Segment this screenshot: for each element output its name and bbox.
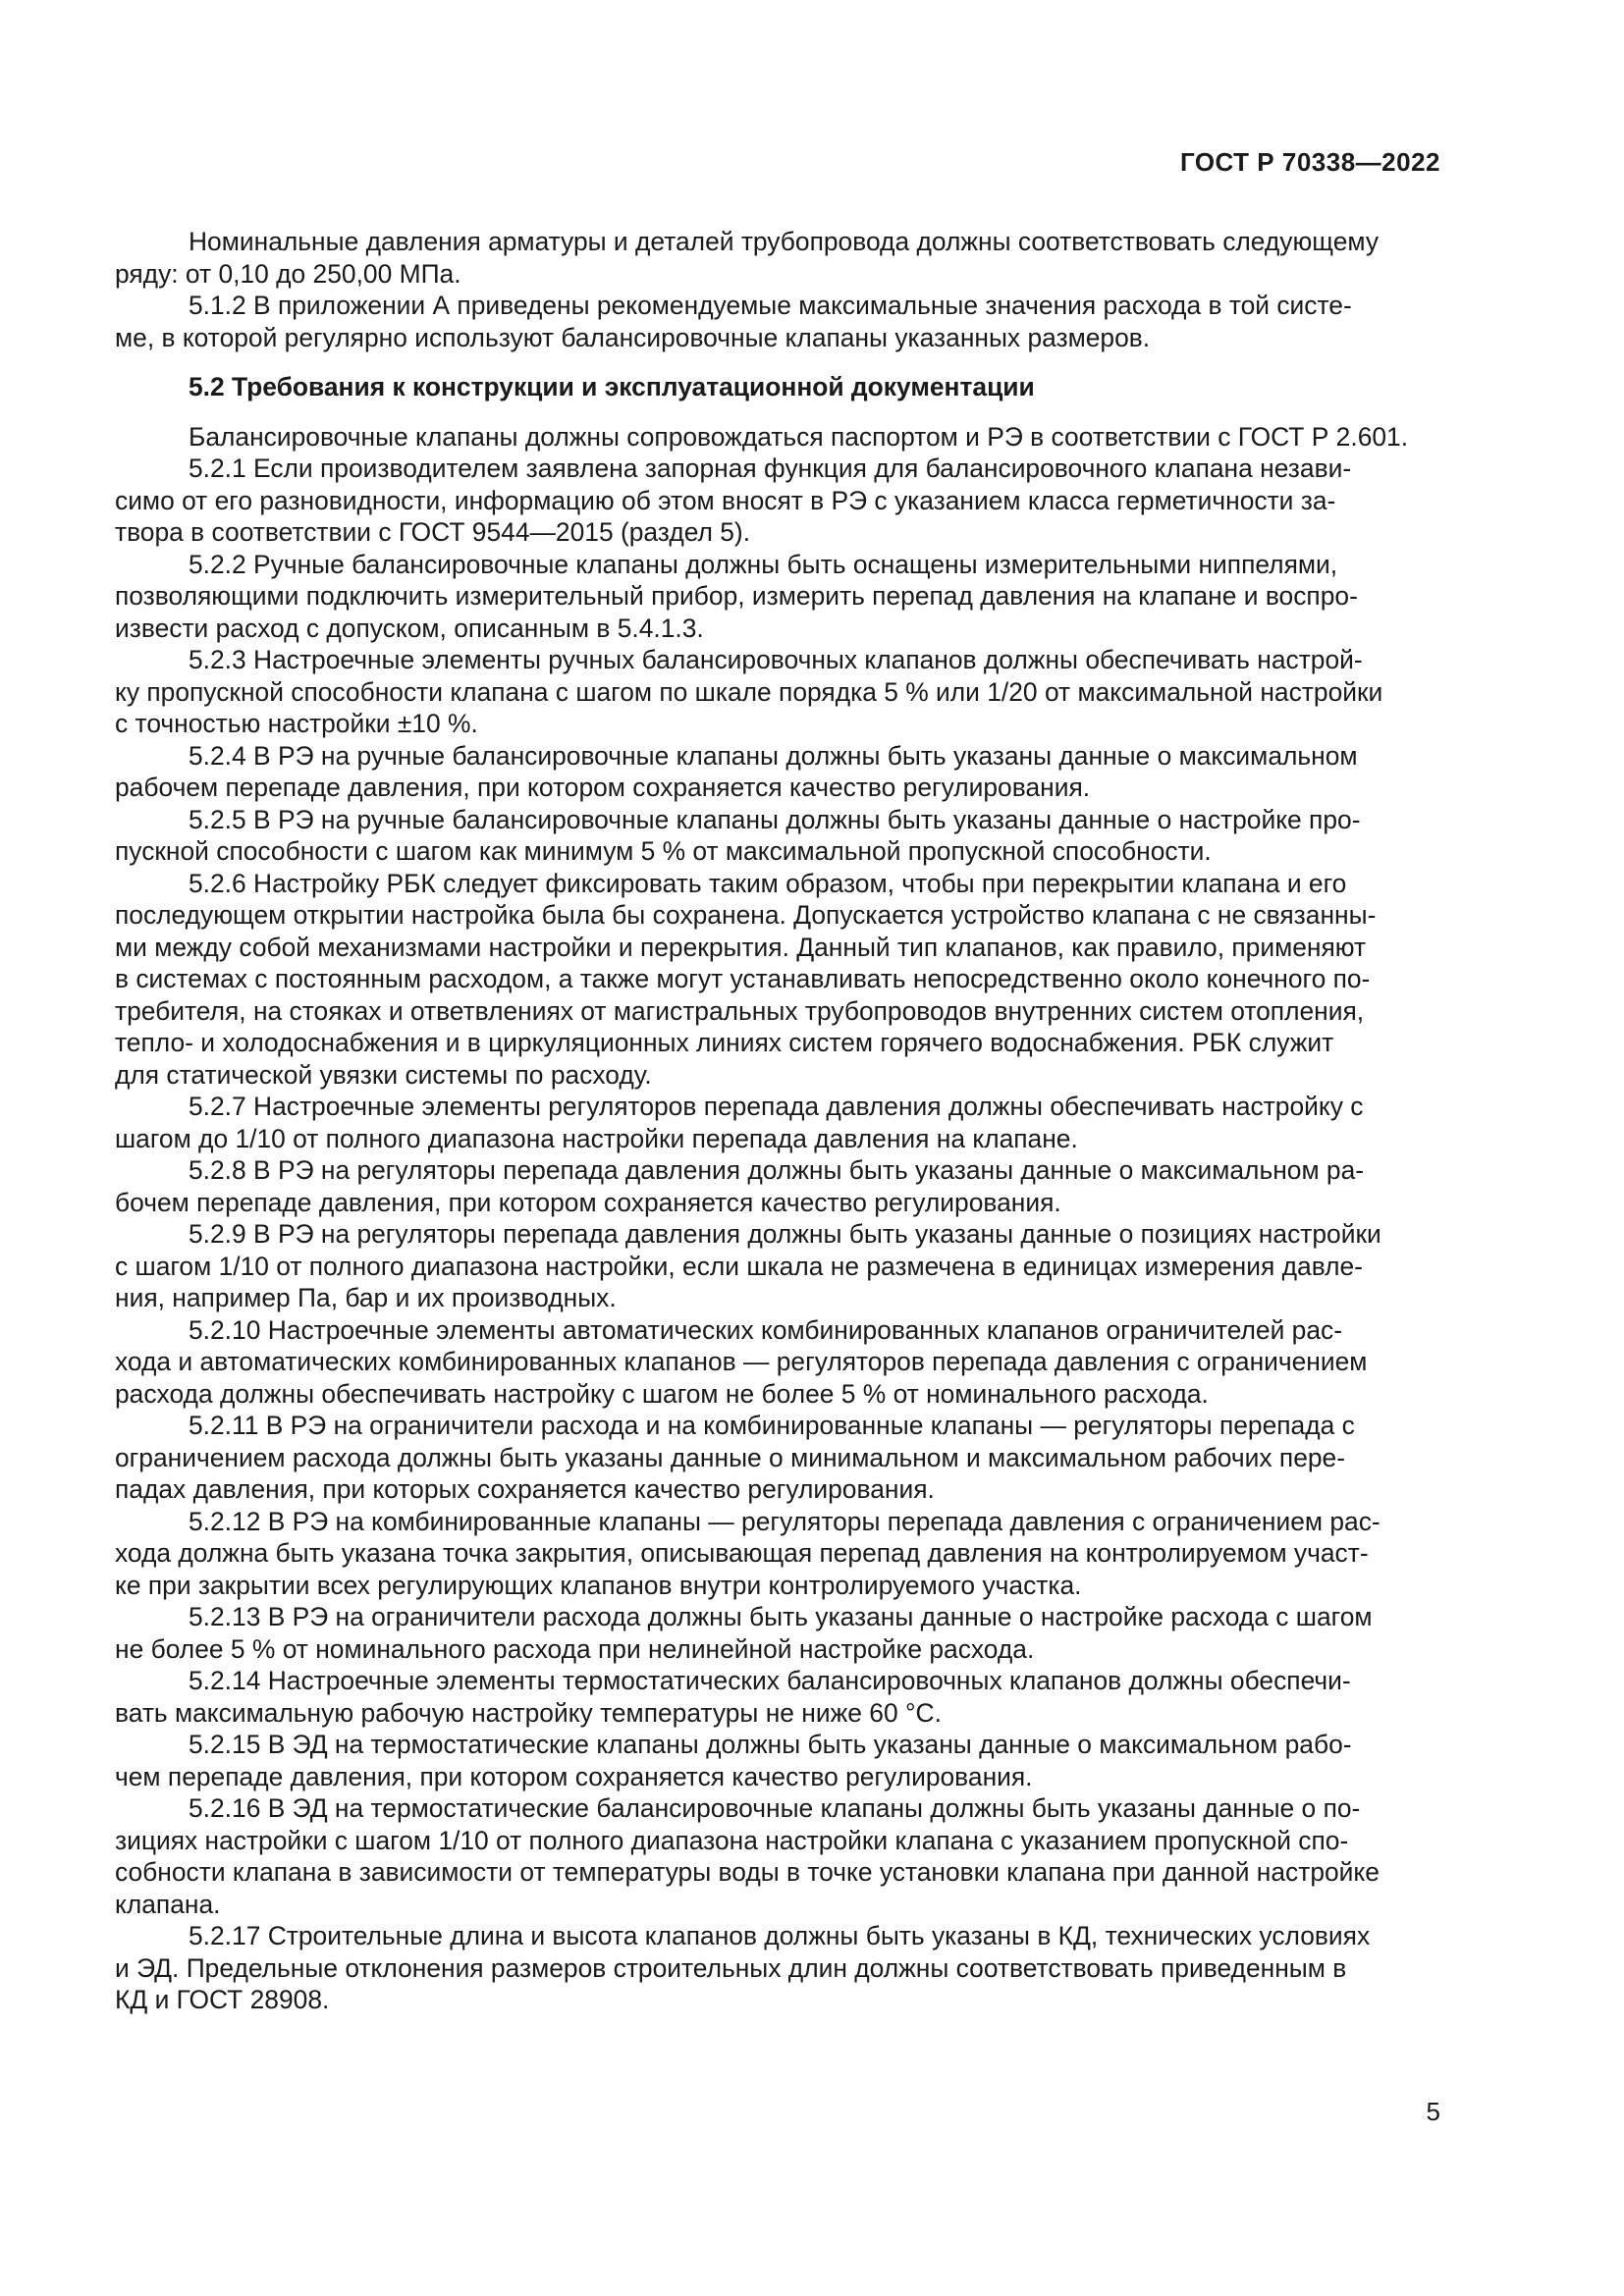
paragraph-5-2-9: 5.2.9 В РЭ на регуляторы перепада давления должны быть указаны данные о позициях настройки с шагом 1/10 от полного диапазона настройки, если шкала не размечена в единицах измерения давле- ния, например Па, бар и их производных. [115,1219,1381,1312]
paragraph-5-2-2: 5.2.2 Ручные балансировочные клапаны должны быть оснащены измерительными ниппелями, позволяющими подключить измерительный прибор, измерить перепад давления на клапане и воспро- извести расход с допуском, описанным в 5.4.1.3. [115,549,1358,643]
paragraph-5-2-4: 5.2.4 В РЭ на ручные балансировочные клапаны должны быть указаны данные о максимальном рабочем перепаде давления, при котором сохраняется качество регулирования. [115,740,1358,802]
document-body [115,226,1445,2016]
paragraph-5-2-10: 5.2.10 Настроечные элементы автоматических комбинированных клапанов ограничителей рас- хода и автоматических комбинированных клапанов — регуляторов перепада давления с ограничением расхода должны обеспечивать настройку с шагом не более 5 % от номинального расхода. [115,1314,1368,1409]
paragraph-5-2-16: 5.2.16 В ЭД на термостатические балансировочные клапаны должны быть указаны данные о по- зициях настройки с шагом 1/10 от полного диапазона настройки клапана с указанием пропускной спо- собности клапана в зависимости от температуры воды в точке установки клапана при данной настройке клапана. [115,1793,1380,1919]
paragraph-5-2-8: 5.2.8 В РЭ на регуляторы перепада давления должны быть указаны данные о максимальном ра- бочем перепаде давления, при котором сохраняется качество регулирования. [115,1155,1365,1217]
paragraph-5-1-2: 5.1.2 В приложении А приведены рекомендуемые максимальные значения расхода в той систе- ме, в которой регулярно используют балансировочные клапаны указанных размеров. [115,291,1352,352]
paragraph-5-2-11: 5.2.11 В РЭ на ограничители расхода и на комбинированные клапаны — регуляторы перепада с ограничением расхода должны быть указаны данные о минимальном и максимальном рабочих пере- падах давления, при которых сохраняется качество регулирования. [115,1411,1355,1504]
paragraph-5-2-12: 5.2.12 В РЭ на комбинированные клапаны — регуляторы перепада давления с ограничением рас- хода должна быть указана точка закрытия, описывающая перепад давления на контролируемом участ- ке при закрытии всех регулирующих клапанов внутри контролируемого участка. [115,1506,1380,1600]
paragraph-passport: Балансировочные клапаны должны сопровождаться паспортом и РЭ в соответствии с ГОСТ Р 2.601. [189,421,1409,452]
paragraph-5-2-5: 5.2.5 В РЭ на ручные балансировочные клапаны должны быть указаны данные о настройке про- пускной способности с шагом как минимум 5 % от максимальной пропускной способности. [115,804,1361,866]
paragraph-5-2-13: 5.2.13 В РЭ на ограничители расхода должны быть указаны данные о настройке расхода с шагом не более 5 % от номинального расхода при нелинейной настройке расхода. [115,1602,1373,1664]
paragraph-5-2-1: 5.2.1 Если производителем заявлена запорная функция для балансировочного клапана незави- симо от его разновидности, информацию об этом вносят в РЭ с указанием класса герметичности за- твора в соответствии с ГОСТ 9544—2015 (раздел 5). [115,454,1352,547]
page-number: 5 [1426,2097,1440,2126]
paragraph-5-2-15: 5.2.15 В ЭД на термостатические клапаны должны быть указаны данные о максимальном рабо- чем перепаде давления, при котором сохраняется качество регулирования. [115,1730,1352,1791]
section-title-5-2: 5.2 Требования к конструкции и эксплуатационной документации [189,372,1035,401]
paragraph-5-2-17: 5.2.17 Строительные длина и высота клапанов должны быть указаны в КД, технических условиях и ЭД. Предельные отклонения размеров строительных длин должны соответствовать приведенным в КД и ГОСТ 28908. [115,1921,1371,2014]
paragraph-5-2-14: 5.2.14 Настроечные элементы термостатических балансировочных клапанов должны обеспечи- вать максимальную рабочую настройку температуры не ниже 60 °С. [115,1666,1351,1728]
document-code-header: ГОСТ Р 70338—2022 [1179,147,1440,177]
paragraph-5-2-6: 5.2.6 Настройку РБК следует фиксировать таким образом, чтобы при перекрытии клапана и его последующем открытии настройка была бы сохранена. Допускается устройство клапана с не связанны- ми между собой механизмами настройки и перекрытия. Данный тип клапанов, как правило, применяют в системах с постоянным расходом, а также могут устанавливать непосредственно около конечного по- требителя, на стояках и ответвлениях от магистральных трубопроводов внутренних систем отопления, тепло- и холодоснабжения и в циркуляционных линиях систем горячего водоснабжения. РБК служит для статической увязки системы по расходу. [115,868,1377,1090]
paragraph-5-2-7: 5.2.7 Настроечные элементы регуляторов перепада давления должны обеспечивать настройку с шагом до 1/10 от полного диапазона настройки перепада давления на клапане. [115,1092,1364,1153]
paragraph-nominal-pressures: Номинальные давления арматуры и деталей трубопровода должны соответствовать следующему ряду: от 0,10 до 250,00 МПа. [115,227,1380,289]
paragraph-5-2-3: 5.2.3 Настроечные элементы ручных балансировочных клапанов должны обеспечивать настрой- ку пропускной способности клапана с шагом по шкале порядка 5 % или 1/20 от максимальной настройки с точностью настройки ±10 %. [115,645,1383,738]
